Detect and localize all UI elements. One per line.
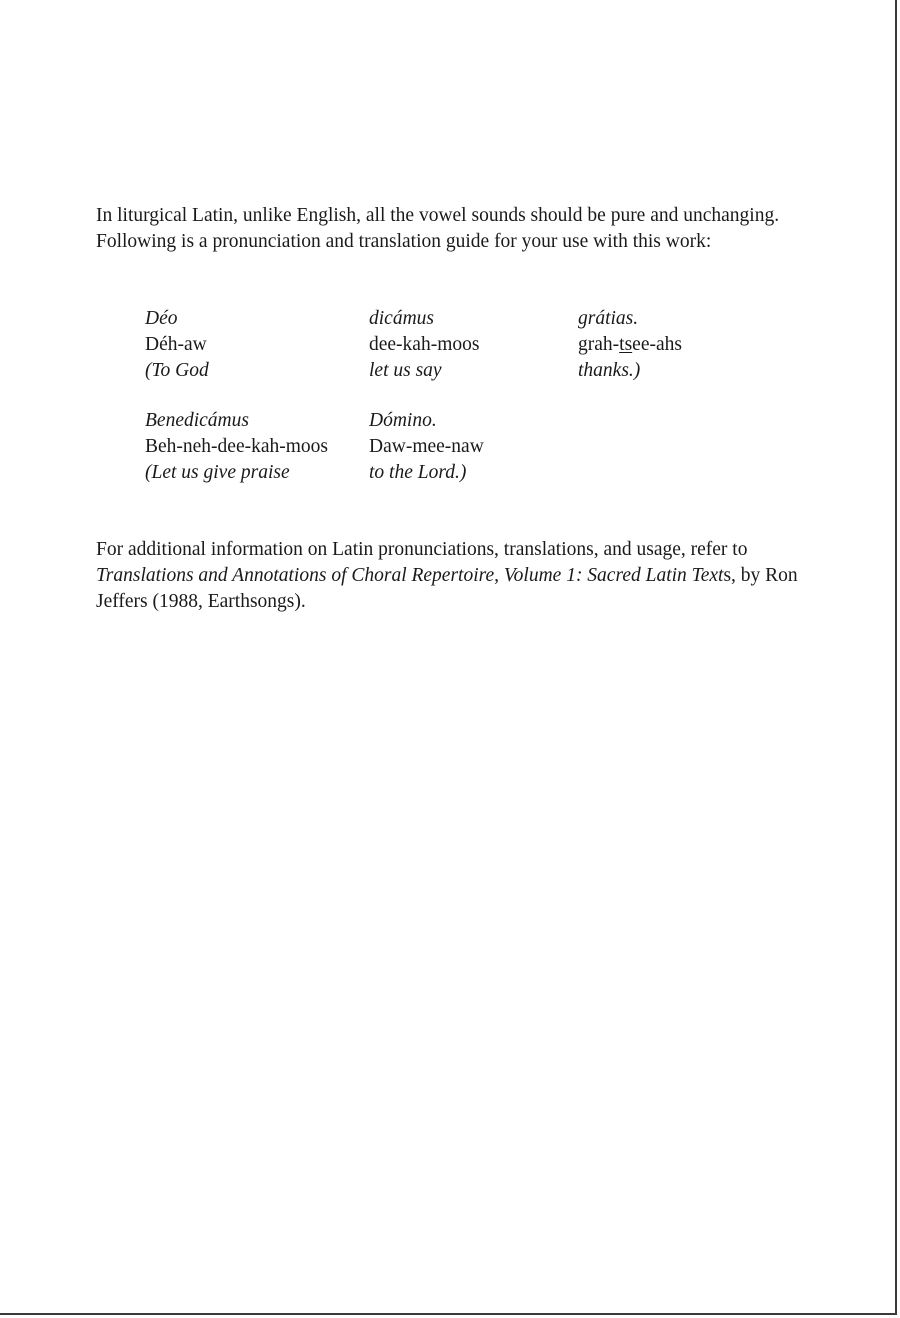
reference-paragraph — [96, 537, 808, 615]
pronunciation: grah-tsee-ahs — [578, 334, 682, 355]
latin-word: grátias. — [578, 308, 639, 329]
latin-word: dicámus — [369, 308, 434, 329]
latin-word: Déo — [145, 308, 178, 329]
translation-row — [145, 358, 738, 384]
latin-row — [145, 408, 578, 434]
translation: (To God — [145, 360, 209, 381]
translation: (Let us give praise — [145, 462, 290, 483]
pronunciation: Déh-aw — [145, 334, 207, 355]
latin-word: Benedicámus — [145, 410, 249, 431]
translation-row — [145, 460, 578, 486]
translation: let us say — [369, 360, 442, 381]
pronunciation-guide-group-2 — [145, 408, 578, 486]
intro-paragraph: In liturgical Latin, unlike English, all the vowel sounds should be pure and unchanging. Following is a pronunciation and translation guide for your use with this work: — [96, 205, 780, 252]
pronunciation: Daw-mee-naw — [369, 436, 484, 457]
pronunciation-row — [145, 434, 578, 460]
latin-row — [145, 306, 738, 332]
book-title: Translations and Annotations of Choral Repertoire, Volume 1: Sacred Latin Text — [96, 565, 724, 586]
reference-text-end: s, by Ron Jeffers (1988, Earthsongs). — [96, 565, 798, 612]
pronunciation-row — [145, 332, 738, 358]
pronunciation: Beh-neh-dee-kah-moos — [145, 436, 329, 457]
pronunciation: dee-kah-moos — [369, 334, 480, 355]
translation: thanks.) — [578, 360, 641, 381]
latin-word: Dómino. — [369, 410, 437, 431]
reference-text: For additional information on Latin pronunciations, translations, and usage, refer to — [96, 539, 748, 560]
pronunciation-guide-group-1 — [145, 306, 738, 384]
underlined-syllable: ts — [619, 334, 633, 355]
translation: to the Lord.) — [369, 462, 467, 483]
